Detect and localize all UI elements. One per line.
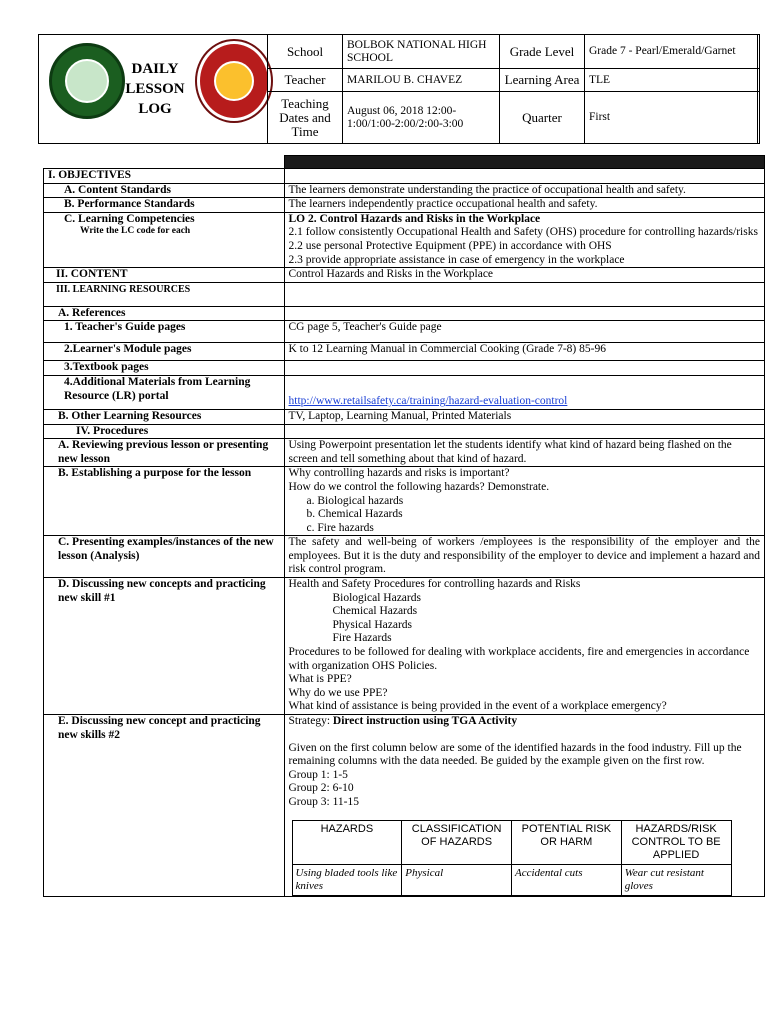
proc-c-label: C. Presenting examples/instances of the new lesson (Analysis): [44, 536, 285, 578]
olr-label: B. Other Learning Resources: [44, 409, 285, 424]
proc-b-item: c. Fire hazards: [306, 521, 374, 534]
proc-e-label: E. Discussing new concept and practicing new skills #2: [44, 715, 285, 897]
lm-text: K to 12 Learning Manual in Commercial Cooking (Grade 7-8) 85-96: [284, 343, 765, 361]
hazard-cell: Wear cut resistant gloves: [621, 864, 731, 895]
title-line-3: LOG: [138, 101, 172, 117]
group-item: Group 3: 11-15: [288, 795, 359, 808]
proc-d-label: D. Discussing new concepts and practicing new skill #1: [44, 578, 285, 715]
hazard-header: POTENTIAL RISK OR HARM: [512, 820, 622, 864]
hazard-header: HAZARDS/RISK CONTROL TO BE APPLIED: [621, 820, 731, 864]
title-line-2: LESSON: [125, 81, 185, 97]
strategy-label: Strategy:: [288, 715, 331, 727]
proc-b-question: Why controlling hazards and risks is important?: [288, 467, 510, 480]
title-line-1: DAILY: [131, 61, 179, 77]
dates-value: August 06, 2018 12:00-1:00/1:00-2:00/2:00-3:00: [343, 92, 500, 144]
competencies-label: C. Learning Competencies: [64, 212, 195, 225]
content-standards-text: The learners demonstrate understanding the practice of occupational health and safety.: [284, 183, 765, 198]
proc-e-text: Given on the first column below are some of the identified hazards in the food industry. Fill up the remaining columns with the data needed. Be guided by the example given on the first row.: [288, 741, 742, 768]
deped-seal-logo: [49, 43, 125, 119]
proc-a-label: A. Reviewing previous lesson or presenting new lesson: [44, 439, 285, 467]
grade-value: Grade 7 - Pearl/Emerald/Garnet: [585, 35, 760, 69]
references-label: A. References: [44, 306, 285, 321]
lm-label: 2.Learner's Module pages: [44, 343, 285, 361]
procedures-label: IV. Procedures: [44, 424, 285, 439]
tb-label: 3.Textbook pages: [44, 361, 285, 376]
quarter-value: First: [585, 92, 760, 144]
proc-d-title: Health and Safety Procedures for controlling hazards and Risks: [288, 578, 581, 591]
proc-d-hazard: Biological Hazards: [332, 591, 421, 604]
content-standards-label: A. Content Standards: [44, 183, 285, 198]
proc-b-item: b. Chemical Hazards: [306, 508, 403, 521]
content-label: II. CONTENT: [44, 268, 285, 283]
hazard-cell: Accidental cuts: [512, 864, 622, 895]
proc-b-label: B. Establishing a purpose for the lesson: [44, 467, 285, 536]
lo-item: 2.3 provide appropriate assistance in case of emergency in the workplace: [288, 253, 625, 266]
lo-title: LO 2. Control Hazards and Risks in the Workplace: [288, 212, 541, 225]
content-text: Control Hazards and Risks in the Workplace: [284, 268, 765, 283]
strategy-text: Direct instruction using TGA Activity: [332, 715, 518, 727]
hazard-cell: Physical: [402, 864, 512, 895]
teacher-label: Teacher: [268, 69, 343, 92]
proc-d-question: What kind of assistance is being provided in the event of a workplace emergency?: [288, 700, 667, 713]
lr-link[interactable]: http://www.retailsafety.ca/training/hazard-evaluation-control: [288, 395, 568, 408]
teacher-value: MARILOU B. CHAVEZ: [343, 69, 500, 92]
school-label: School: [268, 35, 343, 69]
tg-label: 1. Teacher's Guide pages: [44, 321, 285, 343]
competencies-sub: Write the LC code for each: [80, 226, 191, 237]
daily-lesson-log-title: [115, 59, 195, 119]
group-item: Group 1: 1-5: [288, 768, 348, 781]
objectives-heading: I. OBJECTIVES: [44, 169, 285, 184]
proc-b-question: How do we control the following hazards? Demonstrate.: [288, 480, 550, 493]
hazard-header: HAZARDS: [292, 820, 402, 864]
proc-d-hazard: Physical Hazards: [332, 618, 413, 631]
header-block: [38, 34, 758, 144]
grade-label: Grade Level: [500, 35, 585, 69]
lo-item: 2.2 use personal Protective Equipment (PPE) in accordance with OHS: [288, 239, 612, 252]
school-value: BOLBOK NATIONAL HIGH SCHOOL: [343, 35, 500, 69]
proc-d-paragraph: Procedures to be followed for dealing with workplace accidents, fire and emergencies in accordance with organization OHS Policies.: [288, 646, 750, 672]
olr-text: TV, Laptop, Learning Manual, Printed Materials: [284, 409, 765, 424]
hazard-cell: Using bladed tools like knives: [292, 864, 402, 895]
performance-standards-label: B. Performance Standards: [44, 198, 285, 213]
performance-standards-text: The learners independently practice occupational health and safety.: [284, 198, 765, 213]
proc-d-question: What is PPE?: [288, 673, 352, 686]
tg-text: CG page 5, Teacher's Guide page: [284, 321, 765, 343]
proc-d-question: Why do we use PPE?: [288, 686, 388, 699]
area-label: Learning Area: [500, 69, 585, 92]
area-value: TLE: [585, 69, 760, 92]
lesson-log-table: [43, 155, 765, 897]
hazard-table: [292, 820, 732, 896]
hazard-header: CLASSIFICATION OF HAZARDS: [402, 820, 512, 864]
proc-a-text: Using Powerpoint presentation let the students identify what kind of hazard being flashed on the screen and tell something about that kind of hazard.: [284, 439, 765, 467]
quarter-label: Quarter: [500, 92, 585, 144]
header-bar: [284, 156, 765, 169]
proc-d-hazard: Chemical Hazards: [332, 605, 418, 618]
header-info-table: [267, 34, 760, 144]
proc-c-text: The safety and well-being of workers /employees is the responsibility of the employer and the employees. But it is the duty and responsibility of the employer to device and implement a hazard and risk control program.: [284, 536, 765, 578]
school-seal-logo: [197, 41, 271, 121]
lo-item: 2.1 follow consistently Occupational Health and Safety (OHS) procedure for controlling hazards/risks: [288, 226, 758, 239]
dates-label: Teaching Dates and Time: [268, 92, 343, 144]
proc-d-hazard: Fire Hazards: [332, 632, 392, 645]
lr-label: 4.Additional Materials from Learning Resource (LR) portal: [44, 375, 285, 409]
resources-label: III. LEARNING RESOURCES: [44, 282, 285, 306]
proc-b-item: a. Biological hazards: [306, 494, 404, 507]
group-item: Group 2: 6-10: [288, 782, 354, 795]
